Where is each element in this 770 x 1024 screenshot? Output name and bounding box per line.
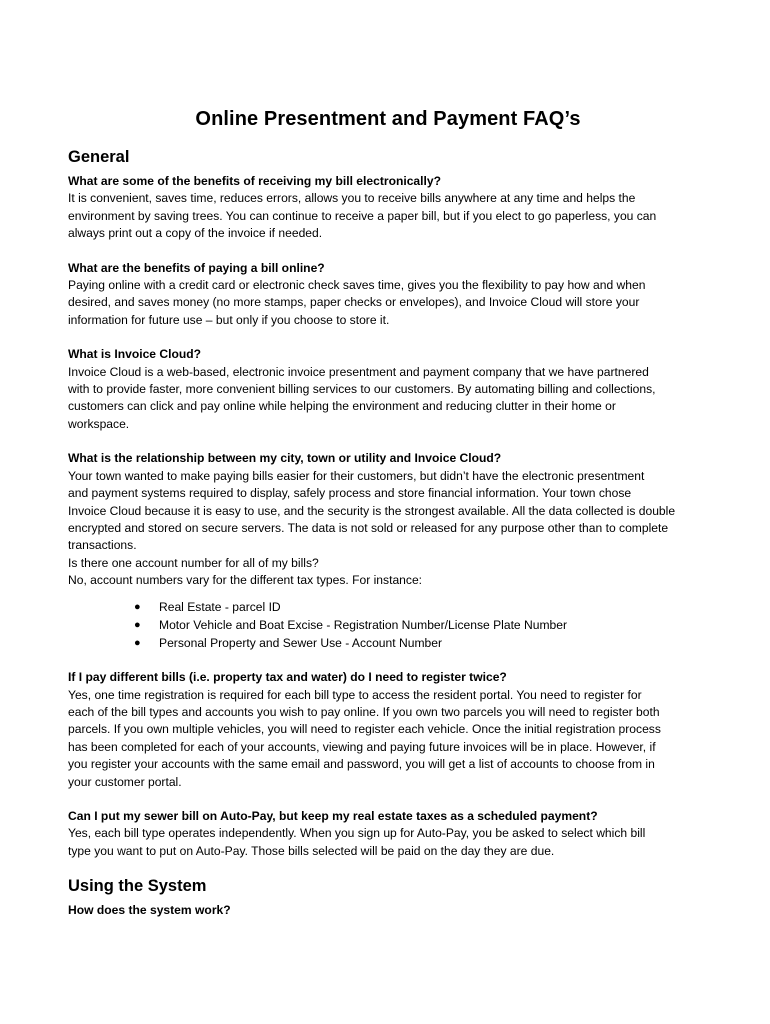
faq-answer-line: Is there one account number for all of my bills?	[68, 555, 319, 570]
faq-how-system-works	[68, 902, 708, 919]
faq-question: What are some of the benefits of receiving my bill electronically?	[68, 174, 441, 188]
bullet-icon: ●	[134, 636, 141, 649]
faq-answer-line: It is convenient, saves time, reduces errors, allows you to receive bills anywhere at any time and helps the	[68, 191, 636, 206]
faq-answer-line: and payment systems required to display, safely process and store financial information. Your town chose	[68, 486, 632, 501]
document-page	[68, 108, 708, 937]
faq-register-twice	[68, 669, 708, 791]
list-item-text: Motor Vehicle and Boat Excise - Registration Number/License Plate Number	[159, 617, 568, 632]
faq-answer-line: you register your accounts with the same email and password, you will get a list of accounts to choose from in	[68, 757, 655, 772]
faq-answer-line: Yes, one time registration is required for each bill type to access the resident portal. You need to register for	[68, 687, 642, 702]
faq-answer-line: Invoice Cloud is a web-based, electronic invoice presentment and payment company that we have partnered	[68, 364, 649, 379]
faq-answer-line: your customer portal.	[68, 774, 182, 789]
faq-answer-line: encrypted and stored on secure servers. The data is not sold or released for any purpose other than to complete	[68, 520, 669, 535]
faq-answer-line: No, account numbers vary for the different tax types. For instance:	[68, 573, 423, 588]
faq-question: What are the benefits of paying a bill online?	[68, 260, 325, 275]
faq-question: What is the relationship between my city, town or utility and Invoice Cloud?	[68, 451, 502, 466]
faq-benefits-paying-online	[68, 260, 708, 330]
faq-answer-line: customers can click and pay online while helping the environment and reducing clutter in their home or	[68, 399, 616, 414]
faq-question: How does the system work?	[68, 903, 231, 918]
document-title: Online Presentment and Payment FAQ’s	[195, 108, 581, 130]
faq-answer-line: Your town wanted to make paying bills easier for their customers, but didn’t have the electronic presentment	[68, 468, 645, 483]
faq-answer-line: each of the bill types and accounts you wish to pay online. If you own two parcels you will need to register both	[68, 704, 660, 719]
faq-what-is-invoice-cloud	[68, 346, 708, 433]
faq-benefits-electronic	[68, 173, 708, 243]
faq-answer-line: type you want to put on Auto-Pay. Those bills selected will be paid on the day they are due.	[68, 843, 555, 858]
faq-auto-pay	[68, 808, 708, 860]
list-item	[134, 598, 708, 616]
faq-answer-line: workspace.	[68, 416, 130, 431]
faq-answer-line: parcels. If you own multiple vehicles, you will need to register each vehicle. Once the initial registration process	[68, 722, 661, 737]
list-item	[134, 616, 708, 634]
faq-answer-line: Invoice Cloud because it is easy to use, and the security is the strongest available. All the data collected is double	[68, 503, 676, 518]
section-heading-general: General	[68, 148, 130, 166]
list-item-text: Personal Property and Sewer Use - Account Number	[159, 635, 442, 650]
faq-answer-line: with to provide faster, more convenient billing services to our customers. By automating billing and collections,	[68, 382, 656, 397]
faq-answer-line: Paying online with a credit card or electronic check saves time, gives you the flexibility to pay how and when	[68, 278, 646, 293]
bullet-icon: ●	[134, 618, 141, 631]
faq-answer-line: environment by saving trees. You can continue to receive a paper bill, but if you elect to go paperless, you can	[68, 208, 657, 223]
faq-relationship	[68, 450, 708, 652]
list-item	[134, 634, 708, 652]
faq-answer-line: information for future use – but only if you choose to store it.	[68, 312, 390, 327]
faq-question: Can I put my sewer bill on Auto-Pay, but keep my real estate taxes as a scheduled payment?	[68, 808, 598, 823]
faq-answer-line: transactions.	[68, 538, 137, 553]
faq-answer-line: always print out a copy of the invoice if needed.	[68, 226, 323, 241]
faq-answer-line: desired, and saves money (no more stamps, paper checks or envelopes), and Invoice Cloud will store your	[68, 295, 640, 310]
faq-question: What is Invoice Cloud?	[68, 347, 202, 362]
list-item-text: Real Estate - parcel ID	[159, 599, 281, 614]
faq-question: If I pay different bills (i.e. property tax and water) do I need to register twice?	[68, 670, 507, 685]
bullet-icon: ●	[134, 600, 141, 613]
account-number-list	[68, 598, 708, 653]
faq-answer-line: Yes, each bill type operates independently. When you sign up for Auto-Pay, you be asked to select which bill	[68, 826, 646, 841]
faq-answer-line: has been completed for each of your accounts, viewing and paying future invoices will be in place. However, if	[68, 739, 656, 754]
section-heading-using-the-system: Using the System	[68, 877, 207, 896]
